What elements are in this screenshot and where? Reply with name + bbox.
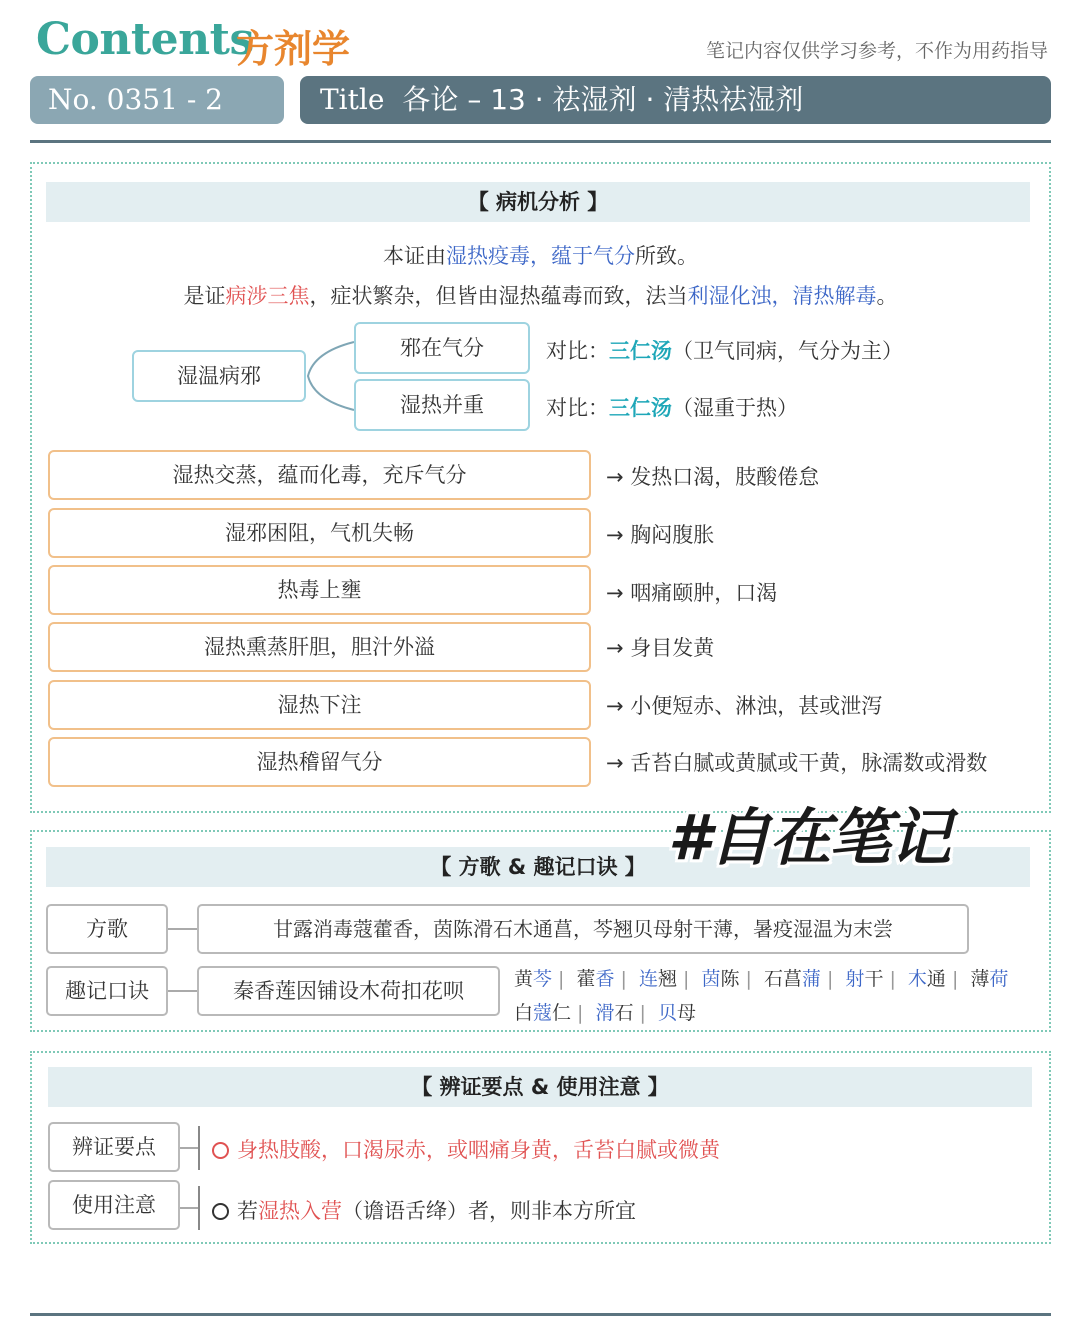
- song-label: 方歌: [46, 904, 168, 954]
- keypoints-heading: 【 辨证要点 & 使用注意 】: [48, 1067, 1032, 1107]
- caution-highlight: 湿热入营: [258, 1199, 342, 1223]
- herb-item: 藿香: [576, 968, 615, 990]
- herbs-line-1: 黄芩 | 藿香 | 连翘 | 茵陈 | 石菖蒲 | 射干 | 木通 | 薄荷: [514, 968, 1009, 990]
- effect-text: → 身目发黄: [606, 636, 715, 660]
- branch-node-equal: 湿热并重: [354, 379, 530, 431]
- cause-box: 湿邪困阻，气机失畅: [48, 508, 591, 558]
- pathology-line-1: [30, 240, 1051, 270]
- header-title-zh: 方剂学: [236, 27, 351, 71]
- root-node: 湿温病邪: [132, 350, 306, 402]
- watermark: #自在笔记: [668, 801, 950, 874]
- effect-text: → 小便短赤、淋浊，甚或泄泻: [606, 694, 883, 718]
- herb-item: 连翘: [638, 968, 677, 990]
- note-number: No. 0351 - 2: [30, 76, 284, 124]
- herb-item: 薄荷: [970, 968, 1009, 990]
- song-connector: [168, 928, 198, 930]
- trick-label: 趣记口诀: [46, 966, 168, 1016]
- compare-2-pre: 对比：: [546, 396, 609, 420]
- line1-highlight-2: 蕴于气分: [551, 244, 635, 268]
- branch-bracket: [304, 336, 358, 416]
- herb-item: 茵陈: [701, 968, 740, 990]
- compare-1-pre: 对比：: [546, 339, 609, 363]
- trick-text: 秦香莲因铺设木荷扣花呗: [197, 966, 500, 1016]
- header-title-en: Contents: [36, 14, 254, 65]
- cause-box: 湿热稽留气分: [48, 737, 591, 787]
- note-title: [300, 76, 1051, 124]
- bottom-divider: [30, 1313, 1051, 1316]
- mnemonic-heading: 【 方歌 & 趣记口诀 】: [46, 847, 1030, 887]
- compare-2: [546, 392, 798, 422]
- caution-label: 使用注意: [48, 1180, 180, 1230]
- title-label: Title: [320, 83, 385, 116]
- compare-2-formula: 三仁汤: [609, 396, 672, 420]
- diag-connector: [180, 1147, 198, 1149]
- compare-1: [546, 335, 903, 365]
- caution-pre: 若: [237, 1199, 258, 1223]
- bullet-circle-icon: [212, 1142, 229, 1159]
- cause-box: 热毒上壅: [48, 565, 591, 615]
- effect-text: → 发热口渴，肢酸倦怠: [606, 465, 820, 489]
- branch-node-qi: 邪在气分: [354, 322, 530, 374]
- top-divider: [30, 140, 1051, 143]
- disclaimer: 笔记内容仅供学习参考，不作为用药指导: [705, 40, 1048, 62]
- effect-text: → 舌苔白腻或黄腻或干黄，脉濡数或滑数: [606, 751, 988, 775]
- line2-post: 。: [876, 284, 898, 308]
- line1-pre: 本证由: [383, 244, 446, 268]
- cause-box: 湿热交蒸，蕴而化毒，充斥气分: [48, 450, 591, 500]
- line2-highlight-red: 病涉三焦: [225, 284, 310, 308]
- bullet-circle-icon: [212, 1203, 229, 1220]
- cause-box: 湿热下注: [48, 680, 591, 730]
- compare-1-note: （卫气同病，气分为主）: [672, 339, 903, 363]
- cause-box: 湿热熏蒸肝胆，胆汁外溢: [48, 622, 591, 672]
- caution-post: （谵语舌绛）者，则非本方所宜: [342, 1199, 636, 1223]
- herb-item: 石菖蒲: [763, 968, 821, 990]
- caution-connector: [180, 1207, 198, 1209]
- diag-bar: [198, 1126, 200, 1170]
- herb-item: 黄芩: [514, 968, 553, 990]
- caution-text: [212, 1195, 636, 1225]
- trick-connector: [168, 990, 198, 992]
- pathology-heading: 【 病机分析 】: [46, 182, 1030, 222]
- line2-mid: ，症状繁杂，但皆由湿热蕴毒而致，法当: [309, 284, 688, 308]
- herbs-line-2: 白蔻仁 | 滑石 | 贝母: [514, 1002, 697, 1024]
- line2-highlight-blue: 利湿化浊，清热解毒: [687, 284, 877, 308]
- pathology-line-2: [30, 280, 1051, 310]
- herb-item: 滑石: [595, 1002, 634, 1024]
- diag-text-content: 身热肢酸，口渴尿赤，或咽痛身黄，舌苔白腻或微黄: [237, 1138, 720, 1162]
- caution-bar: [198, 1186, 200, 1230]
- herb-item: 木通: [907, 968, 946, 990]
- effect-text: → 咽痛颐肿，口渴: [606, 581, 778, 605]
- herb-item: 射干: [845, 968, 884, 990]
- diag-text: [212, 1134, 720, 1164]
- line2-pre: 是证: [183, 284, 226, 308]
- effect-text: → 胸闷腹胀: [606, 523, 715, 547]
- compare-1-formula: 三仁汤: [609, 339, 672, 363]
- song-text: 甘露消毒蔻藿香，茵陈滑石木通菖，芩翘贝母射干薄，暑疫湿温为末尝: [197, 904, 969, 954]
- line1-highlight-1: 湿热疫毒，: [446, 244, 551, 268]
- herb-item: 贝母: [657, 1002, 697, 1024]
- title-text: 各论 – 13 · 祛湿剂 · 清热祛湿剂: [402, 83, 804, 116]
- line1-post: 所致。: [635, 244, 698, 268]
- compare-2-note: （湿重于热）: [672, 396, 798, 420]
- diag-label: 辨证要点: [48, 1122, 180, 1172]
- herb-item: 白蔻仁: [514, 1002, 572, 1024]
